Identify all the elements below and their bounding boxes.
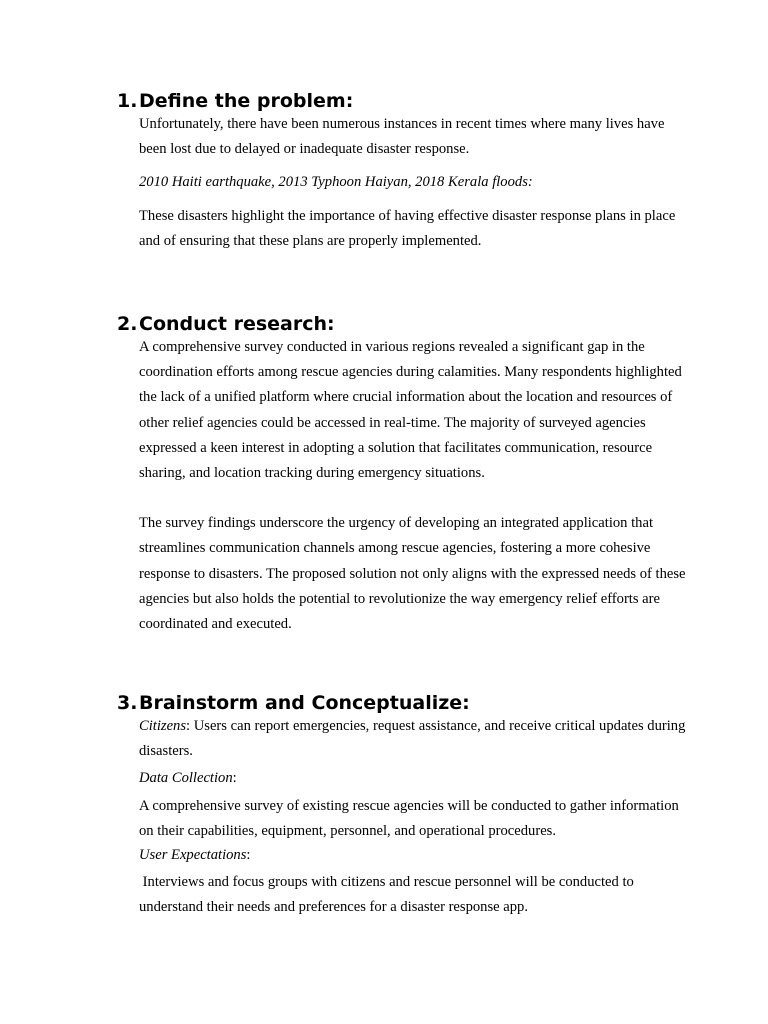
section-title: Brainstorm and Conceptualize: <box>139 692 470 714</box>
term-citizens: Citizens <box>139 718 187 734</box>
term-user-expectations: User Expectations <box>139 847 247 864</box>
colon: : <box>232 770 237 787</box>
section-number: 3. <box>117 692 138 714</box>
section-brainstorm <box>117 691 687 921</box>
paragraph: These disasters highlight the importance of having effective disaster response plans in place and of ensuring that these plans are properly implemented. <box>139 207 676 249</box>
section-body <box>139 335 687 637</box>
section-number: 2. <box>117 313 138 335</box>
paragraph: A comprehensive survey conducted in various regions revealed a significant gap in the coordination efforts among rescue agencies during calamities. Many respondents highlighted the lack of a unified platform where crucial information about the location and resources of other relief agencies could be accessed in real-time. The majority of surveyed agencies expressed a keen interest in adopting a solution that facilitates communication, resource sharing, and location tracking during emergency situations. <box>139 339 682 482</box>
section-body <box>139 714 687 921</box>
section-heading <box>117 691 687 715</box>
citizens-description: : Users can report emergencies, request assistance, and receive critical updates during disasters. <box>139 718 686 760</box>
paragraph-citizens <box>139 714 687 764</box>
section-conduct-research <box>117 312 687 637</box>
section-heading <box>117 312 687 336</box>
section-title: Conduct research: <box>139 313 335 335</box>
section-define-problem <box>117 89 687 254</box>
paragraph-user-expectations: Interviews and focus groups with citizens and rescue personnel will be conducted to understand their needs and preferences for a disaster response app. <box>139 874 638 916</box>
section-number: 1. <box>117 90 138 112</box>
term-data-collection: Data Collection <box>139 770 233 787</box>
paragraph-italic: 2010 Haiti earthquake, 2013 Typhoon Haiyan, 2018 Kerala floods: <box>139 174 533 191</box>
paragraph-data-collection: A comprehensive survey of existing rescue agencies will be conducted to gather information on their capabilities, equipment, personnel, and operational procedures. <box>139 797 679 839</box>
section-heading <box>117 89 687 113</box>
paragraph: The survey findings underscore the urgency of developing an integrated application that streamlines communication channels among rescue agencies, fostering a more cohesive response to disasters. The proposed solution not only aligns with the expressed needs of these agencies but also holds the potential to revolutionize the way emergency relief efforts are coordinated and executed. <box>139 515 686 633</box>
section-title: Define the problem: <box>139 90 354 112</box>
colon: : <box>246 847 251 864</box>
paragraph-data-collection-label <box>139 766 687 791</box>
paragraph-user-expectations-label <box>139 843 687 868</box>
section-body <box>139 112 687 254</box>
paragraph: Unfortunately, there have been numerous instances in recent times where many lives have been lost due to delayed or inadequate disaster response. <box>139 116 665 158</box>
